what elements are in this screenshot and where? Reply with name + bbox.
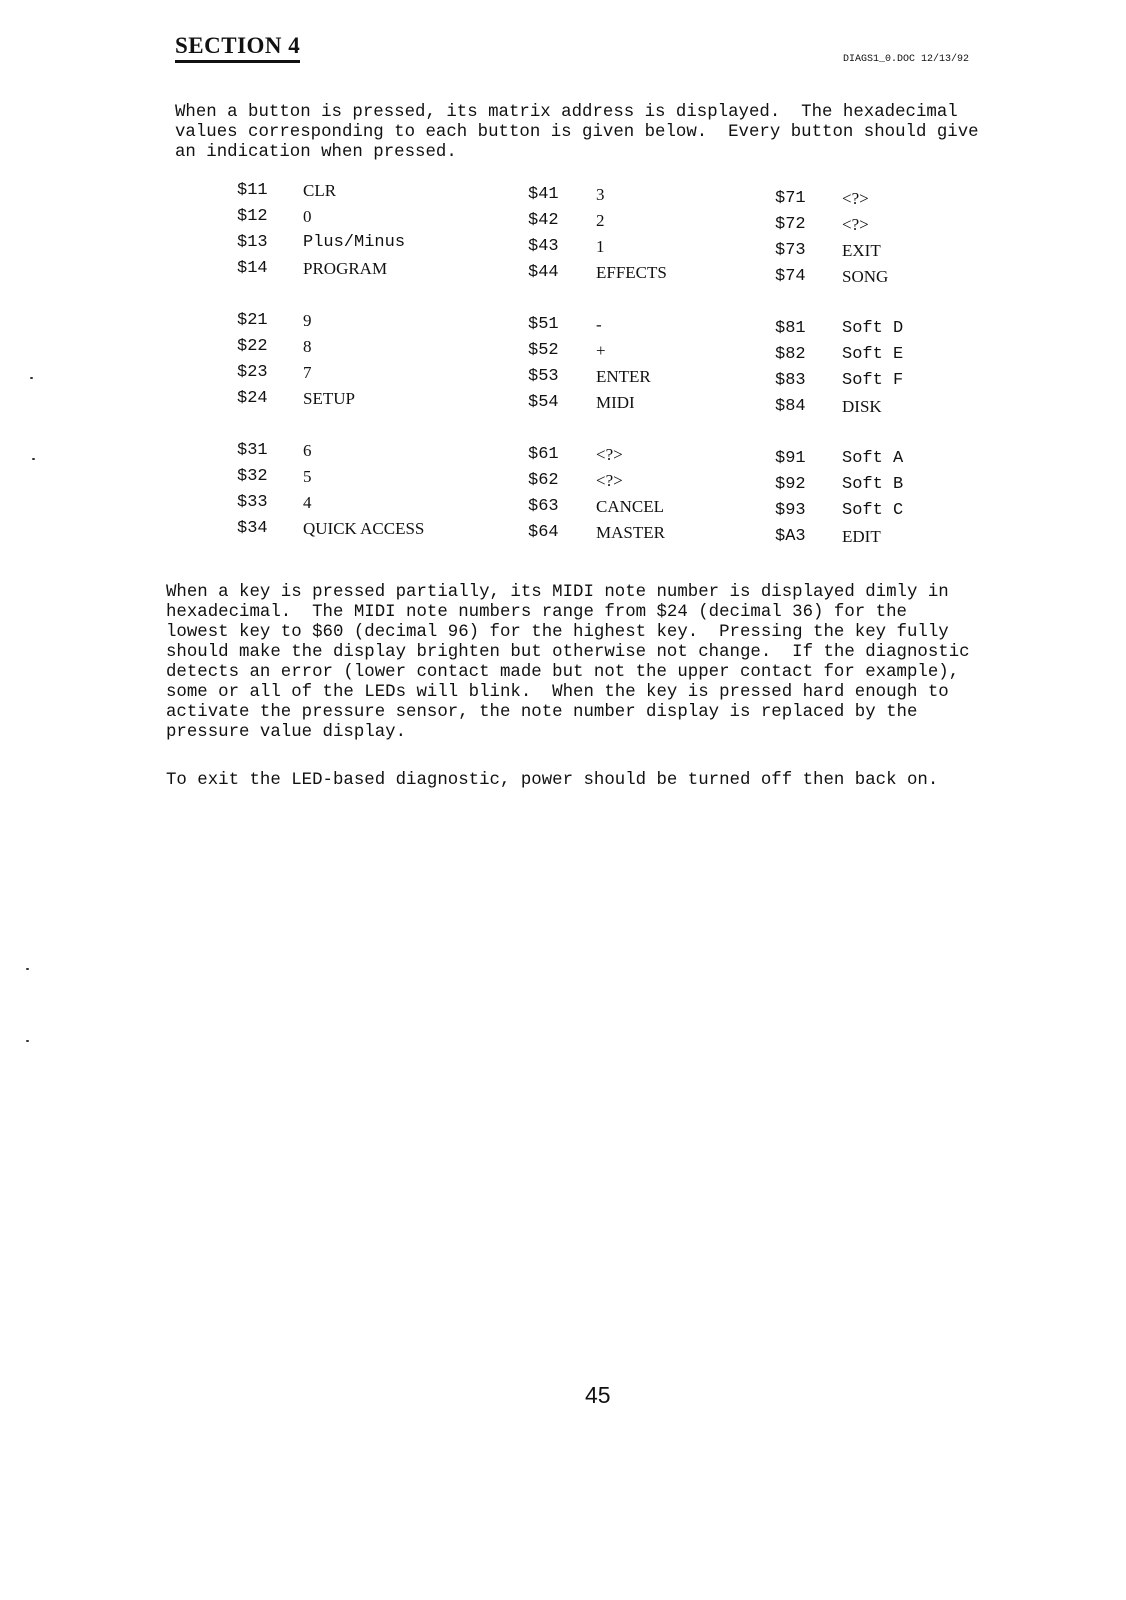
button-name: EXIT [842, 241, 881, 260]
group-spacer [237, 415, 497, 441]
table-row [528, 237, 748, 263]
button-name: - [596, 315, 602, 334]
scan-speck [32, 458, 35, 460]
button-address: $63 [528, 497, 559, 516]
button-address: $84 [775, 397, 806, 416]
button-address: $83 [775, 371, 806, 390]
button-address: $32 [237, 467, 268, 486]
button-name: Soft A [842, 449, 904, 468]
button-address: $12 [237, 207, 268, 226]
button-address: $62 [528, 471, 559, 490]
button-address: $21 [237, 311, 268, 330]
button-address: $A3 [775, 527, 806, 546]
table-row [237, 519, 497, 545]
button-address: $64 [528, 523, 559, 542]
document-reference: DIAGS1_0.DOC 12/13/92 [843, 54, 970, 65]
button-address: $14 [237, 259, 268, 278]
table-row [237, 441, 497, 467]
table-row [775, 527, 975, 553]
button-address: $41 [528, 185, 559, 204]
button-address: $73 [775, 241, 806, 260]
button-address: $92 [775, 475, 806, 494]
button-name: EDIT [842, 527, 881, 546]
button-name: 8 [303, 337, 312, 356]
table-row [528, 393, 748, 419]
button-name: + [596, 341, 606, 360]
table-row [775, 397, 975, 423]
group-spacer [775, 423, 975, 449]
button-address: $71 [775, 189, 806, 208]
table-row [528, 263, 748, 289]
group-spacer [528, 289, 748, 315]
button-name: 4 [303, 493, 312, 512]
button-name: 6 [303, 441, 312, 460]
table-row [237, 337, 497, 363]
table-column [775, 189, 975, 553]
button-name: EFFECTS [596, 263, 667, 282]
scan-speck [26, 968, 29, 970]
table-row [237, 311, 497, 337]
table-row [775, 241, 975, 267]
button-address: $74 [775, 267, 806, 286]
table-row [237, 493, 497, 519]
table-row [528, 523, 748, 549]
button-name: 7 [303, 363, 312, 382]
button-address: $44 [528, 263, 559, 282]
table-row [237, 363, 497, 389]
scan-speck [26, 1040, 29, 1042]
button-name: Soft C [842, 501, 904, 520]
table-row [775, 345, 975, 371]
button-address: $24 [237, 389, 268, 408]
button-name: MASTER [596, 523, 665, 542]
table-column [237, 181, 497, 545]
button-address: $72 [775, 215, 806, 234]
page-number: 45 [585, 1382, 611, 1408]
button-address: $34 [237, 519, 268, 538]
table-row [528, 497, 748, 523]
button-address: $23 [237, 363, 268, 382]
button-name: QUICK ACCESS [303, 519, 425, 538]
scan-speck [30, 377, 33, 379]
button-address: $51 [528, 315, 559, 334]
group-spacer [237, 285, 497, 311]
button-address: $31 [237, 441, 268, 460]
button-name: <?> [842, 189, 869, 208]
table-row [775, 189, 975, 215]
button-name: 3 [596, 185, 605, 204]
button-address: $91 [775, 449, 806, 468]
button-name: 0 [303, 207, 312, 226]
button-name: Soft E [842, 345, 904, 364]
button-address: $33 [237, 493, 268, 512]
button-name: Soft D [842, 319, 904, 338]
table-row [237, 259, 497, 285]
button-name: Soft F [842, 371, 904, 390]
table-row [237, 467, 497, 493]
button-address: $82 [775, 345, 806, 364]
button-name: CANCEL [596, 497, 664, 516]
table-row [237, 207, 497, 233]
button-name: 5 [303, 467, 312, 486]
button-address: $61 [528, 445, 559, 464]
button-name: <?> [596, 445, 623, 464]
button-name: SETUP [303, 389, 355, 408]
table-column [528, 185, 748, 549]
button-name: PROGRAM [303, 259, 388, 278]
table-row [528, 341, 748, 367]
button-address: $22 [237, 337, 268, 356]
button-name: 9 [303, 311, 312, 330]
table-row [775, 475, 975, 501]
button-name: 1 [596, 237, 605, 256]
button-address: $42 [528, 211, 559, 230]
group-spacer [528, 419, 748, 445]
table-row [237, 389, 497, 415]
table-row [528, 315, 748, 341]
group-spacer [775, 293, 975, 319]
table-row [775, 267, 975, 293]
table-row [528, 211, 748, 237]
intro-paragraph: When a button is pressed, its matrix address is displayed. The hexadecimal values corresponding to each button is given below. Every button should give an indication when pressed. [175, 103, 979, 162]
table-row [528, 367, 748, 393]
table-row [528, 471, 748, 497]
button-name: <?> [596, 471, 623, 490]
table-row [237, 233, 497, 259]
button-address: $93 [775, 501, 806, 520]
button-name: <?> [842, 215, 869, 234]
button-address: $11 [237, 181, 268, 200]
button-name: Soft B [842, 475, 904, 494]
table-row [528, 445, 748, 471]
table-row [775, 371, 975, 397]
table-row [775, 449, 975, 475]
button-address: $54 [528, 393, 559, 412]
button-name: Plus/Minus [303, 233, 406, 252]
button-name: MIDI [596, 393, 635, 412]
table-row [775, 215, 975, 241]
exit-paragraph: To exit the LED-based diagnostic, power should be turned off then back on. [166, 771, 939, 790]
button-address: $43 [528, 237, 559, 256]
button-name: ENTER [596, 367, 651, 386]
button-address: $81 [775, 319, 806, 338]
button-name: SONG [842, 267, 889, 286]
button-name: DISK [842, 397, 882, 416]
button-address: $53 [528, 367, 559, 386]
button-name: CLR [303, 181, 337, 200]
table-row [237, 181, 497, 207]
table-row [528, 185, 748, 211]
table-row [775, 501, 975, 527]
table-row [775, 319, 975, 345]
button-address: $52 [528, 341, 559, 360]
button-name: 2 [596, 211, 605, 230]
key-paragraph: When a key is pressed partially, its MIDI note number is displayed dimly in hexadecimal. The MIDI note numbers range from $24 (decimal 36) for the lowest key to $60 (decimal 96) for the highest key. Pressing the key fully should make the display brighten but otherwise not change. If the diagnostic detects an error (lower contact made but not the upper contact for example), some or all of the LEDs will blink. When the key is pressed hard enough to activate the pressure sensor, the note number display is replaced by the pressure value display. [166, 583, 970, 742]
section-title: SECTION 4 [175, 33, 300, 63]
button-address: $13 [237, 233, 268, 252]
